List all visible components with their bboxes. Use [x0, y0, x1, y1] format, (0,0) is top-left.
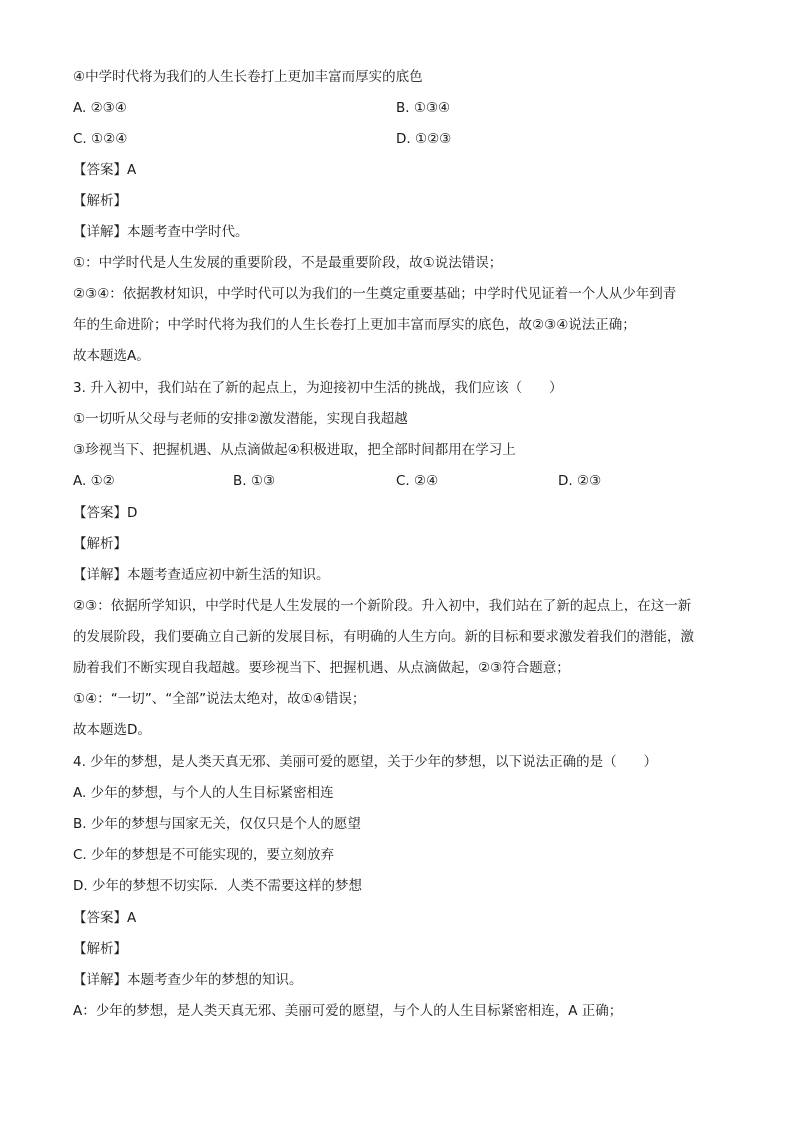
analysis-label: 【解析】 — [73, 193, 127, 209]
answer-label: 【答案】A — [73, 910, 137, 926]
detail-line: 【详解】本题考查少年的梦想的知识。 — [73, 972, 303, 988]
option-c: C. ①②④ — [73, 131, 128, 147]
analysis-label: 【解析】 — [73, 941, 127, 957]
analysis-label: 【解析】 — [73, 536, 127, 552]
question-3: 3. 升入初中，我们站在了新的起点上，为迎接初中生活的挑战，我们应该（ ） — [73, 380, 563, 396]
text-line: 的发展阶段，我们要确立自己新的发展目标，有明确的人生方向。新的目标和要求激发着我们的潜能，激 — [73, 629, 694, 645]
question-4: 4. 少年的梦想，是人类天真无邪、美丽可爱的愿望，关于少年的梦想，以下说法正确的是（ ） — [73, 754, 658, 770]
text-line: A：少年的梦想，是人类天真无邪、美丽可爱的愿望，与个人的人生目标紧密相连，A 正确； — [73, 1003, 623, 1019]
option-a: A. 少年的梦想，与个人的人生目标紧密相连 — [73, 785, 334, 801]
answer-label: 【答案】A — [73, 162, 137, 178]
option-b: B. ①③④ — [396, 100, 451, 116]
option-d: D. 少年的梦想不切实际．人类不需要这样的梦想 — [73, 878, 362, 894]
option-d: D. ②③ — [558, 473, 602, 489]
detail-line: 【详解】本题考查中学时代。 — [73, 224, 249, 240]
text-line: ①一切听从父母与老师的安排②激发潜能，实现自我超越 — [73, 411, 408, 427]
text-line: 励着我们不断实现自我超越。要珍视当下、把握机遇、从点滴做起，②③符合题意； — [73, 660, 570, 676]
text-line: 故本题选A。 — [73, 348, 150, 364]
option-b: B. 少年的梦想与国家无关，仅仅只是个人的愿望 — [73, 816, 361, 832]
answer-label: 【答案】D — [73, 505, 138, 521]
text-line: ④中学时代将为我们的人生长卷打上更加丰富而厚实的底色 — [73, 69, 423, 85]
detail-line: 【详解】本题考查适应初中新生活的知识。 — [73, 567, 330, 583]
option-a: A. ①② — [73, 473, 115, 489]
text-line: ①：中学时代是人生发展的重要阶段，不是最重要阶段，故①说法错误； — [73, 255, 503, 271]
option-c: C. ②④ — [396, 473, 439, 489]
text-line: 故本题选D。 — [73, 722, 151, 738]
text-line: ③珍视当下、把握机遇、从点滴做起④积极进取，把全部时间都用在学习上 — [73, 442, 516, 458]
text-line: ②③：依据所学知识，中学时代是人生发展的一个新阶段。升入初中，我们站在了新的起点上，在这一新 — [73, 598, 692, 614]
option-c: C. 少年的梦想是不可能实现的，要立刻放弃 — [73, 847, 335, 863]
text-line: 年的生命进阶；中学时代将为我们的人生长卷打上更加丰富而厚实的底色，故②③④说法正确； — [73, 317, 636, 333]
text-line: ①④：“一切”、“全部”说法太绝对，故①④错误； — [73, 691, 366, 707]
option-b: B. ①③ — [233, 473, 276, 489]
text-line: ②③④：依据教材知识，中学时代可以为我们的一生奠定重要基础；中学时代见证着一个人从少年到青 — [73, 286, 677, 302]
option-d: D. ①②③ — [396, 131, 452, 147]
option-a: A. ②③④ — [73, 100, 127, 116]
